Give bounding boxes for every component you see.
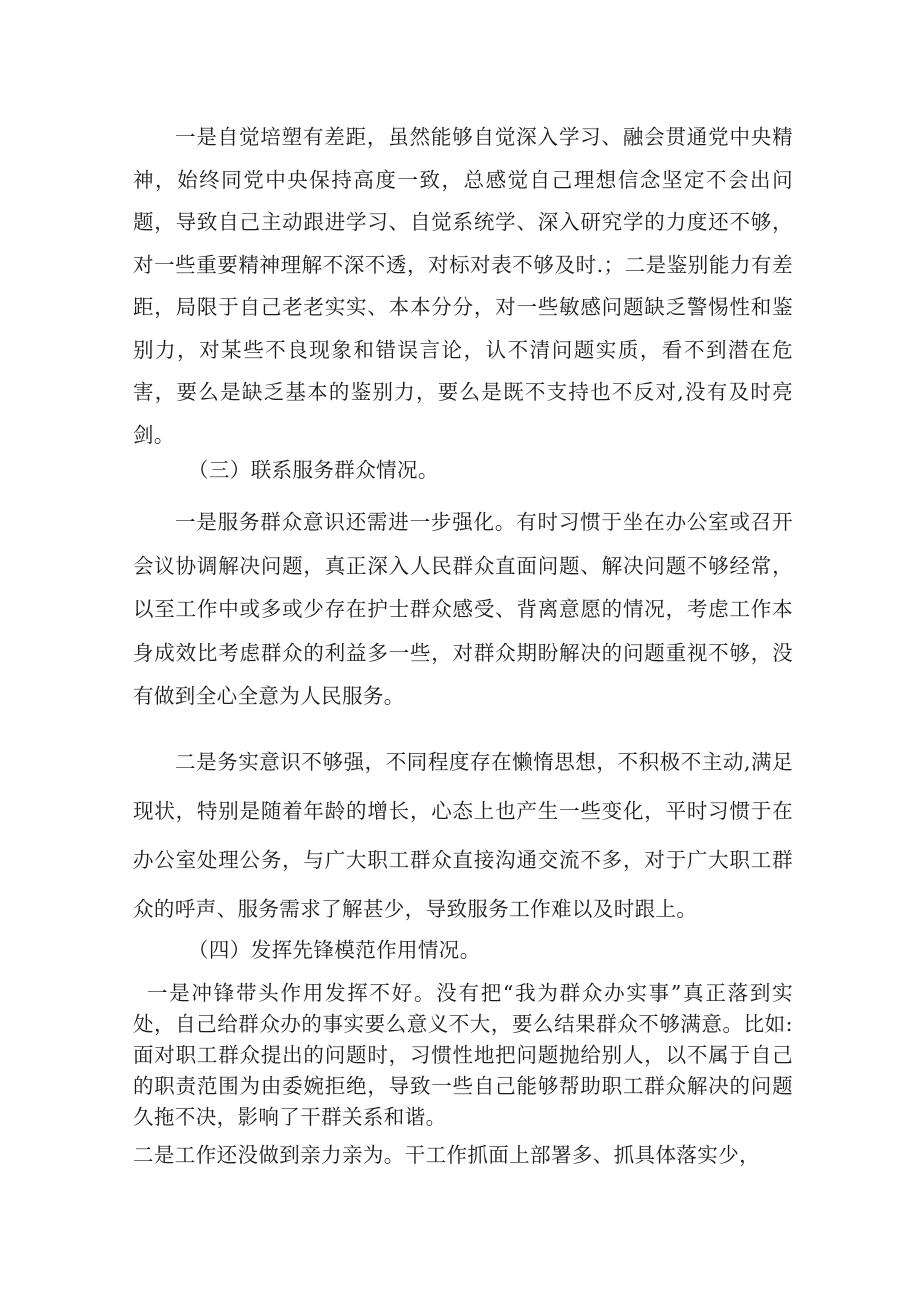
paragraph-hands-on-work: 二是工作还没做到亲力亲为。干工作抓面上部署多、抓具体落实少，	[133, 1143, 760, 1167]
paragraph-service-awareness: 一是服务群众意识还需进一步强化。有时习惯于坐在办公室或召开会议协调解决问题，真正深入人民群众直面问题、解决问题不够经常，以至工作中或多或少存在护士群众感受、背离意愿的情况，考虑工作本身成效比考虑群众的利益多一些，对群众期盼解决的问题重视不够，没有做到全心全意为人民服务。	[133, 510, 793, 708]
section-heading-3: （三）联系服务群众情况。	[188, 458, 439, 482]
paragraph-political-awareness: 一是自觉培塑有差距，虽然能够自觉深入学习、融会贯通党中央精神，始终同党中央保持高度一致，总感觉自己理想信念坚定不会出问题，导致自己主动跟进学习、自觉系统学、深入研究学的力度还不够，对一些重要精神理解不深不透，对标对表不够及时.；二是鉴别能力有差距，局限于自己老老实实、本本分分，对一些敏感问题缺乏警惕性和鉴别力，对某些不良现象和错误言论，认不清问题实质，看不到潜在危害，要么是缺乏基本的鉴别力，要么是既不支持也不反对,没有及时亮剑。	[133, 125, 793, 447]
paragraph-pragmatic-awareness: 二是务实意识不够强，不同程度存在懒惰思想，不积极不主动,满足现状，特别是随着年龄的增长，心态上也产生一些变化，平时习惯于在办公室处理公务，与广大职工群众直接沟通交流不多，对于广大职工群众的呼声、服务需求了解甚少，导致服务工作难以及时跟上。	[133, 750, 793, 921]
paragraph-leading-role: 一是冲锋带头作用发挥不好。没有把“我为群众办实事”真正落到实处，自己给群众办的事实要么意义不大，要么结果群众不够满意。比如:面对职工群众提出的问题时，习惯性地把问题抛给别人，以不属于自己的职责范围为由委婉拒绝，导致一些自己能够帮助职工群众解决的问题久拖不决，影响了干群关系和谐。	[133, 981, 793, 1129]
section-heading-4: （四）发挥先锋模范作用情况。	[188, 938, 481, 962]
